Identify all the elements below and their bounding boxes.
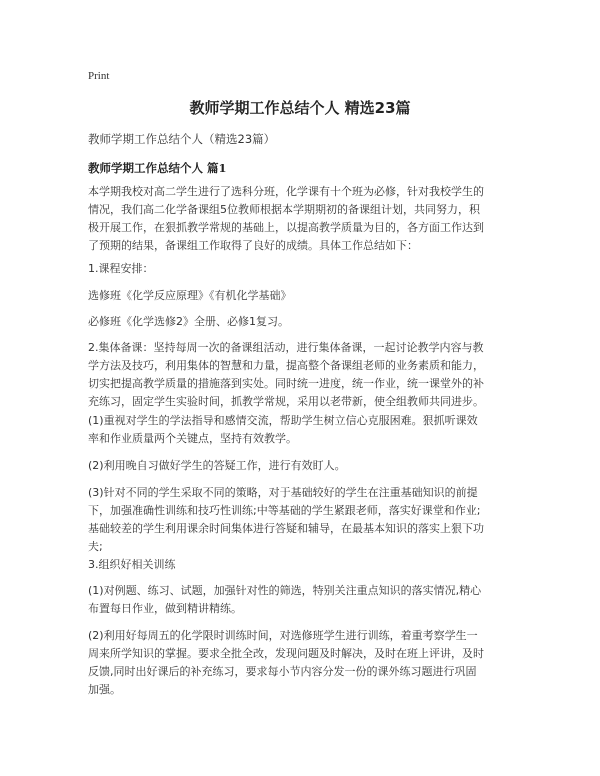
text-line: 周来所学知识的掌握。要求全批全改，发现问题及时解决，及时在班上评讲，及时 <box>88 647 484 660</box>
text-line: 学方法及技巧，利用集体的智慧和力量，提高整个备课组老师的业务素质和能力， <box>88 359 484 372</box>
text-line: 反馈,同时出好课后的补充练习，要求每小节内容分发一份的课外练习题进行巩固 <box>88 665 477 678</box>
paragraph-training-item-2 <box>88 627 518 699</box>
paragraph-group-preparation <box>88 339 518 411</box>
text-line: (3)针对不同的学生采取不同的策略，对于基础较好的学生在注重基础知识的前提 <box>88 486 478 499</box>
text-line: 基础较差的学生利用课余时间集体进行答疑和辅导，在最基本知识的落实上狠下功 <box>88 522 484 535</box>
page-title: 教师学期工作总结个人 精选23篇 <box>189 99 411 117</box>
paragraph-item-1 <box>88 412 518 448</box>
print-link[interactable]: Print <box>88 70 110 82</box>
text-line: 必修班《化学选修2》全册、必修1复习。 <box>88 315 289 328</box>
paragraph-training-item-1 <box>88 582 518 618</box>
text-line: (1)重视对学生的学法指导和感情交流，帮助学生树立信心克服困难。狠抓听课效 <box>88 414 478 427</box>
document-subtitle: 教师学期工作总结个人（精选23篇） <box>88 132 276 146</box>
text-line: 布置每日作业，做到精讲精练。 <box>88 602 242 615</box>
text-line: 了预期的结果，备课组工作取得了良好的成绩。具体工作总结如下： <box>88 239 418 252</box>
paragraph-elective-class <box>88 287 518 305</box>
text-line: 2.集体备课：坚持每周一次的备课组活动，进行集体备课，一起讨论教学内容与教 <box>88 341 484 354</box>
text-line: 3.组织好相关训练 <box>88 558 176 571</box>
text-line: 下，加强准确性训练和技巧性训练;中等基础的学生紧跟老师，落实好课堂和作业; <box>88 504 481 517</box>
text-line: 切实把提高教学质量的措施落到实处。同时统一进度，统一作业，统一课堂外的补 <box>88 377 484 390</box>
paragraph-required-class <box>88 313 518 331</box>
text-line: 选修班《化学反应原理》《有机化学基础》 <box>88 289 292 302</box>
text-line: (2)利用晚自习做好学生的答疑工作，进行有效盯人。 <box>88 459 346 472</box>
text-line: 夫; <box>88 540 103 553</box>
text-line: 极开展工作，在狠抓教学常规的基础上，以提高教学质量为目的，各方面工作达到 <box>88 221 484 234</box>
text-line: 1.课程安排： <box>88 262 154 275</box>
text-line: 本学期我校对高二学生进行了选科分班，化学课有十个班为必修，针对我校学生的 <box>88 185 484 198</box>
text-line: (1)对例题、练习、试题，加强针对性的筛选，特别关注重点知识的落实情况,精心 <box>88 584 482 597</box>
paragraph-item-3 <box>88 484 518 556</box>
text-line: (2)利用好每周五的化学限时训练时间，对选修班学生进行训练，着重考察学生一 <box>88 629 478 642</box>
text-line: 情况，我们高二化学备课组5位教师根据本学期期初的备课组计划，共同努力，积 <box>88 203 480 216</box>
section-heading: 教师学期工作总结个人 篇1 <box>88 161 227 175</box>
text-line: 率和作业质量两个关键点，坚持有效教学。 <box>88 432 297 445</box>
paragraph-item-2 <box>88 457 518 475</box>
text-line: 充练习，固定学生实验时间，抓教学常规，采用以老带新，使全组教师共同进步。 <box>88 395 484 408</box>
paragraph-training-heading <box>88 556 518 574</box>
text-line: 加强。 <box>88 683 121 696</box>
paragraph-course-arrangement <box>88 260 518 278</box>
paragraph-intro <box>88 183 518 255</box>
